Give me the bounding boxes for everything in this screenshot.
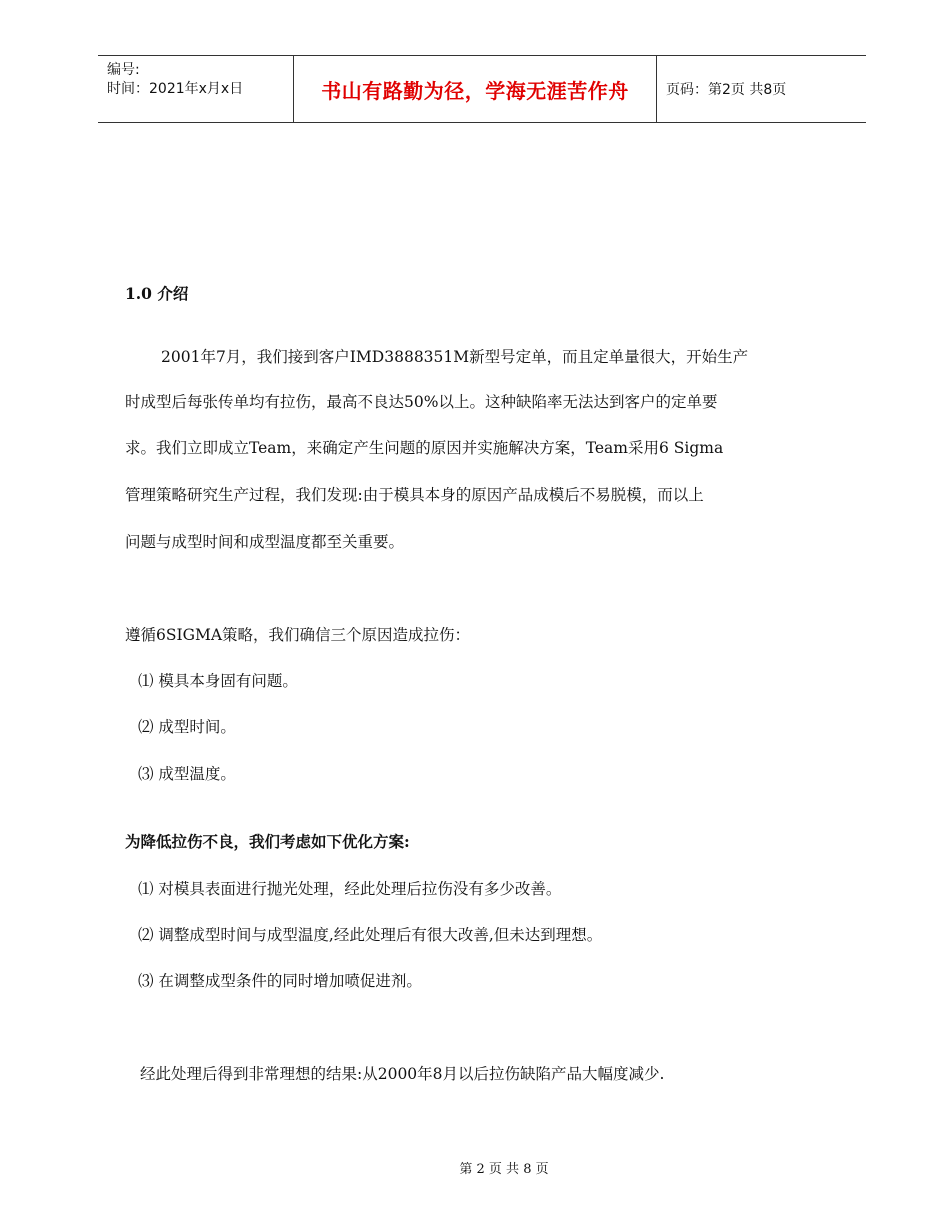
page-footer bbox=[0, 1158, 950, 1177]
cause-item-2: ⑵ 成型时间。 bbox=[138, 718, 236, 736]
cause-item-1: ⑴ 模具本身固有问题。 bbox=[138, 672, 298, 690]
header-motto-cell bbox=[294, 56, 657, 122]
plan-item-1: ⑴ 对模具表面进行抛光处理，经此处理后拉伤没有多少改善。 bbox=[138, 880, 562, 898]
footer-page-number: 第 2 页 共 8 页 bbox=[459, 1162, 549, 1177]
intro-line-4: 管理策略研究生产过程，我们发现:由于模具本身的原因产品成模后不易脱模，而以上 bbox=[125, 486, 704, 504]
plan-item-2: ⑵ 调整成型时间与成型温度,经此处理后有很大改善,但未达到理想。 bbox=[138, 926, 603, 944]
serial-number-label: 编号: bbox=[107, 62, 140, 78]
causes-intro: 遵循6SIGMA策略，我们确信三个原因造成拉伤： bbox=[125, 626, 471, 644]
section-heading: 1.0 介绍 bbox=[125, 284, 189, 303]
date-line: 时间：2021年x月x日 bbox=[107, 81, 244, 97]
header-meta-cell bbox=[98, 56, 294, 122]
plan-item-3: ⑶ 在调整成型条件的同时增加喷促进剂。 bbox=[138, 972, 422, 990]
conclusion-text: 经此处理后得到非常理想的结果:从2000年8月以后拉伤缺陷产品大幅度减少. bbox=[140, 1065, 665, 1083]
intro-line-5: 问题与成型时间和成型温度都至关重要。 bbox=[125, 533, 405, 551]
intro-line-2: 时成型后每张传单均有拉伤，最高不良达50%以上。这种缺陷率无法达到客户的定单要 bbox=[125, 393, 718, 411]
intro-line-3: 求。我们立即成立Team，来确定产生问题的原因并实施解决方案，Team采用6 Sigma bbox=[125, 439, 724, 457]
page-header bbox=[98, 55, 866, 123]
motto-text: 书山有路勤为径，学海无涯苦作舟 bbox=[321, 78, 629, 103]
page-info: 页码：第2页 共8页 bbox=[666, 82, 787, 98]
header-page-cell bbox=[657, 56, 866, 122]
plan-heading: 为降低拉伤不良，我们考虑如下优化方案: bbox=[125, 832, 410, 851]
cause-item-3: ⑶ 成型温度。 bbox=[138, 765, 236, 783]
intro-line-1: 2001年7月，我们接到客户IMD3888351M新型号定单，而且定单量很大，开始生产 bbox=[161, 348, 749, 366]
